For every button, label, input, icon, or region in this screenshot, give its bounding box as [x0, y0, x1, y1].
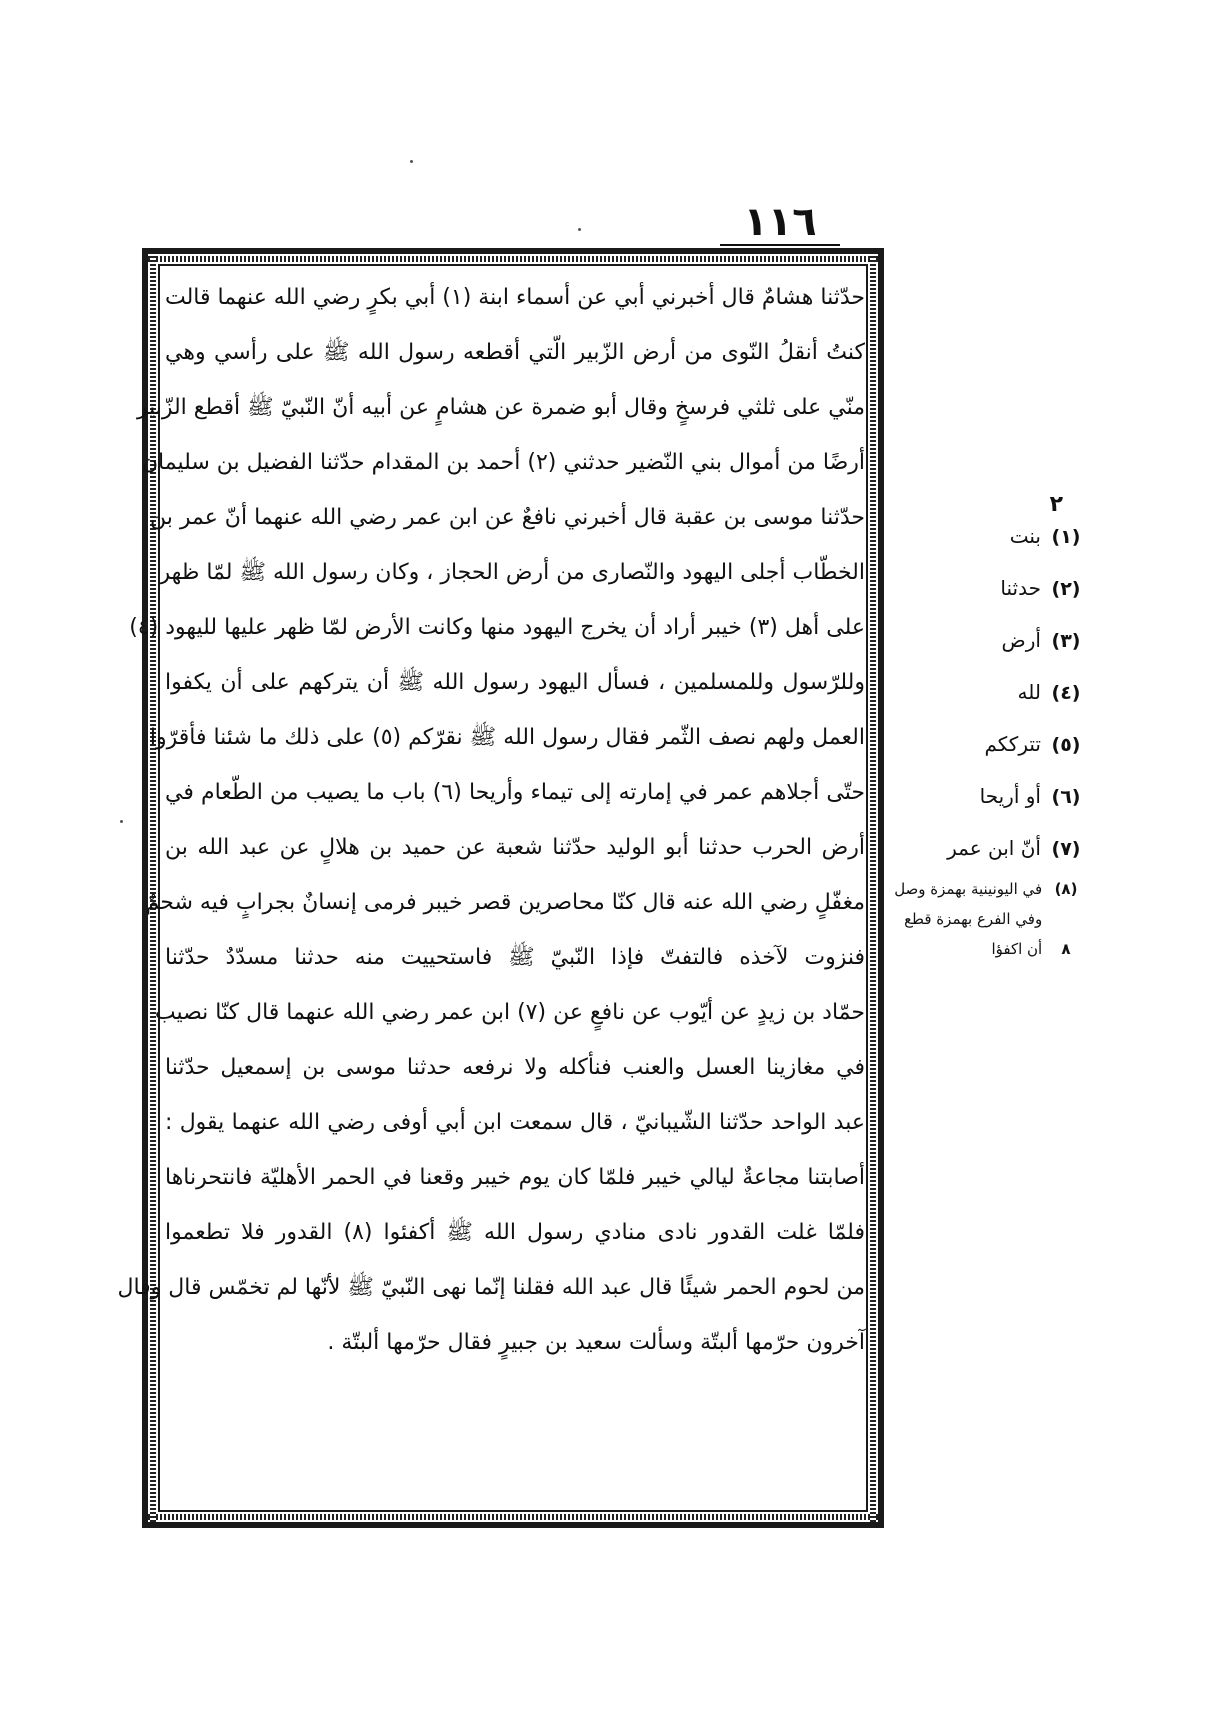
- text-line: حتّى أجلاهم عمر في إمارته إلى تيماء وأريحا (٦) باب ما يصيب من الطّعام في: [165, 780, 865, 805]
- note-text: وفي الفرع بهمزة قطع: [904, 910, 1043, 928]
- note-number: ٨: [1061, 940, 1071, 958]
- note-text: لله: [1017, 680, 1041, 704]
- text-line: على أهل (٣) خيبر أراد أن يخرج اليهود منها وكانت الأرض لمّا ظهر عليها لليهود (٤): [129, 615, 865, 640]
- text-line: من لحوم الحمر شيئًا قال عبد الله فقلنا إنّما نهى النّبيّ ﷺ لأنّها لم تخمّس قال وقال: [117, 1275, 865, 1300]
- text-line: حمّاد بن زيدٍ عن أيّوب عن نافعٍ عن (٧) ابن عمر رضي الله عنهما قال كنّا نصيب: [154, 1000, 865, 1025]
- margin-note: [895, 770, 1085, 822]
- margin-note: [895, 904, 1085, 934]
- note-text: بنت: [1009, 524, 1041, 548]
- margin-note: [895, 934, 1085, 964]
- note-number: (٤): [1051, 682, 1081, 704]
- text-line: فنزوت لآخذه فالتفتّ فإذا النّبيّ ﷺ فاستحييت منه حدثنا مسدّدٌ حدّثنا: [165, 945, 865, 970]
- text-line: عبد الواحد حدّثنا الشّيبانيّ ، قال سمعت ابن أبي أوفى رضي الله عنهما يقول :: [165, 1110, 865, 1135]
- border-hatch-right: [870, 254, 876, 1522]
- margin-note: [895, 510, 1085, 562]
- note-number: (٥): [1051, 734, 1081, 756]
- scan-speck: [120, 820, 123, 823]
- page-number: ١١٦: [720, 200, 840, 246]
- note-text: أن اكفؤا: [991, 940, 1043, 958]
- note-number: (٢): [1051, 578, 1081, 600]
- note-text: أنّ ابن عمر: [947, 836, 1041, 860]
- text-line: آخرون حرّمها ألبتّة وسألت سعيد بن جبيرٍ فقال حرّمها ألبتّة .: [327, 1330, 865, 1355]
- text-line: أصابتنا مجاعةٌ ليالي خيبر فلمّا كان يوم خيبر وقعنا في الحمر الأهليّة فانتحرناها: [165, 1165, 865, 1190]
- text-line: أرض الحرب حدثنا أبو الوليد حدّثنا شعبة عن حميد بن هلالٍ عن عبد الله بن: [165, 835, 865, 860]
- note-text: تترككم: [984, 732, 1041, 756]
- note-text: أو أريحا: [979, 784, 1041, 808]
- note-number: (٦): [1051, 786, 1081, 808]
- margin-note: [895, 614, 1085, 666]
- note-text: حدثنا: [1000, 576, 1041, 600]
- text-line: مغفّلٍ رضي الله عنه قال كنّا محاصرين قصر خيبر فرمى إنسانٌ بجرابٍ فيه شحمٌ: [145, 890, 865, 915]
- text-line: فلمّا غلت القدور نادى منادي رسول الله ﷺ أكفئوا (٨) القدور فلا تطعموا: [165, 1220, 865, 1245]
- text-line: كنتُ أنقلُ النّوى من أرض الزّبير الّتي أقطعه رسول الله ﷺ على رأسي وهي: [165, 340, 865, 365]
- text-line: حدّثنا موسى بن عقبة قال أخبرني نافعٌ عن ابن عمر رضي الله عنهما أنّ عمر بن: [149, 505, 865, 530]
- note-number: (١): [1051, 526, 1081, 548]
- margin-note: [895, 562, 1085, 614]
- text-line: العمل ولهم نصف الثّمر فقال رسول الله ﷺ نقرّكم (٥) على ذلك ما شئنا فأقرّوا: [149, 725, 865, 750]
- border-hatch-bottom: [148, 1514, 878, 1520]
- note-number: (٧): [1051, 838, 1081, 860]
- border-hatch-top: [148, 256, 878, 262]
- note-text: أرض: [1001, 628, 1041, 652]
- note-text: في اليونينية بهمزة وصل: [894, 880, 1043, 898]
- text-line: أرضًا من أموال بني النّضير حدثني (٢) أحمد بن المقدام حدّثنا الفضيل بن سليمان: [141, 450, 865, 475]
- text-line: حدّثنا هشامٌ قال أخبرني أبي عن أسماء ابنة (١) أبي بكرٍ رضي الله عنهما قالت: [164, 285, 865, 310]
- main-text-block: [117, 270, 865, 1510]
- scan-speck: [410, 160, 413, 163]
- margin-notes: [894, 492, 1085, 964]
- text-line: الخطّاب أجلى اليهود والنّصارى من أرض الحجاز ، وكان رسول الله ﷺ لمّا ظهر: [159, 560, 865, 585]
- scan-speck: [578, 228, 581, 231]
- margin-mark: ٢: [1049, 492, 1063, 517]
- note-number: (٨): [1054, 880, 1078, 898]
- note-number: (٣): [1051, 630, 1081, 652]
- margin-note: [895, 666, 1085, 718]
- text-line: منّي على ثلثي فرسخٍ وقال أبو ضمرة عن هشامٍ عن أبيه أنّ النّبيّ ﷺ أقطع الزّبير: [136, 395, 865, 420]
- text-line: وللرّسول وللمسلمين ، فسأل اليهود رسول الله ﷺ أن يتركهم على أن يكفوا: [165, 670, 865, 695]
- margin-note: [895, 822, 1085, 874]
- text-line: في مغازينا العسل والعنب فنأكله ولا نرفعه حدثنا موسى بن إسمعيل حدّثنا: [165, 1055, 865, 1080]
- margin-note: [895, 718, 1085, 770]
- margin-note: [895, 874, 1085, 904]
